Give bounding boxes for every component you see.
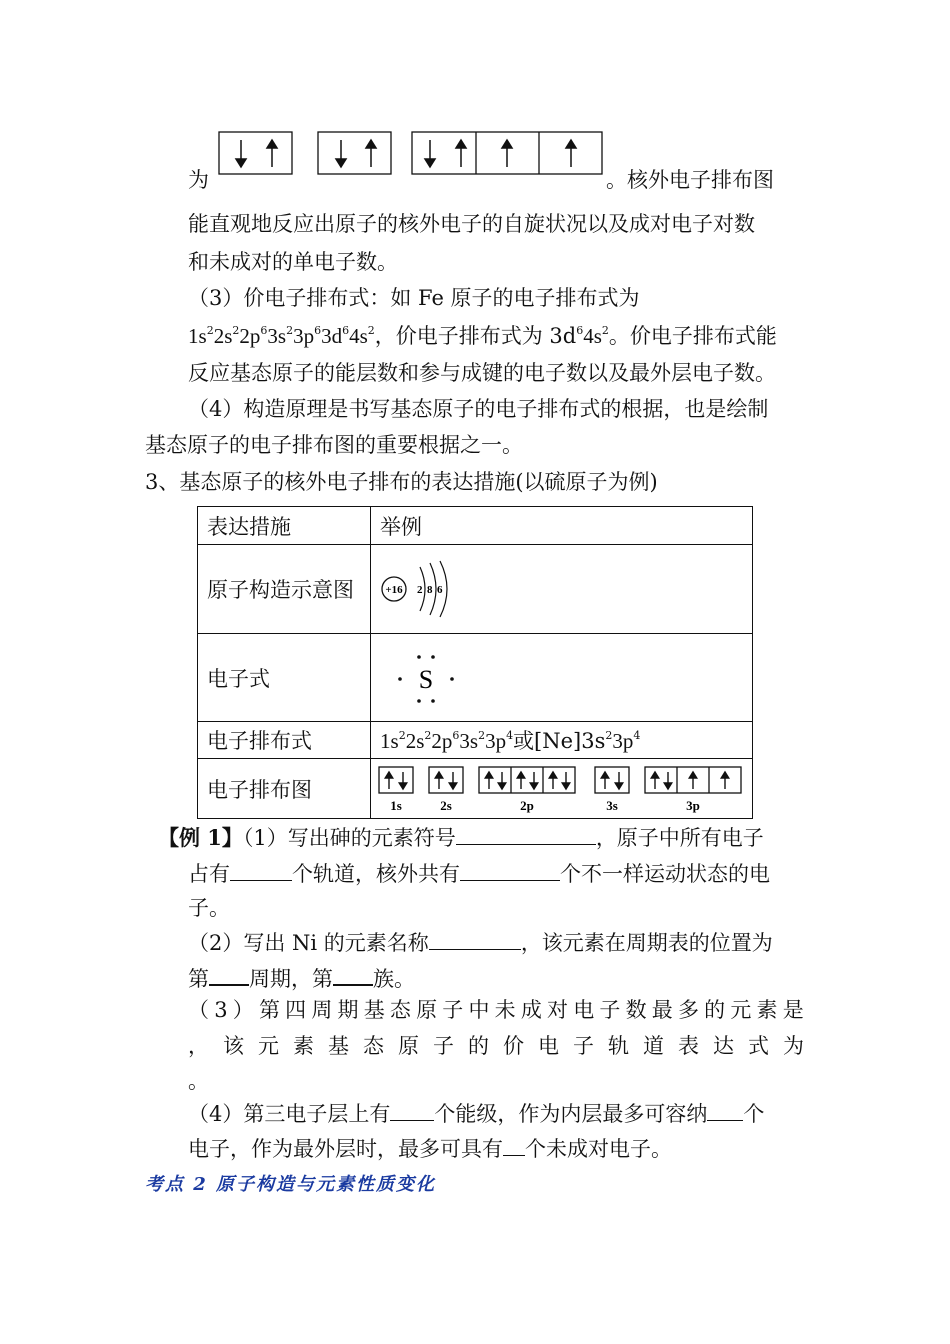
answer-blank[interactable] — [707, 1100, 743, 1121]
char: 未 — [494, 998, 516, 1022]
spin-up-arrowhead — [267, 140, 277, 148]
char: 元 — [730, 998, 752, 1022]
char: 期 — [337, 998, 359, 1022]
char: 最 — [651, 998, 673, 1022]
spin-up-arrowhead — [517, 772, 525, 778]
shell-count: 2 — [417, 584, 423, 596]
char: 达 — [713, 1034, 734, 1058]
char: 道 — [643, 1034, 664, 1058]
example-q3-end: 。 — [188, 1069, 209, 1093]
para-line: 能直观地反应出原子的核外电子的自旋状况以及成对电子对数 — [188, 212, 755, 236]
char: 成 — [520, 998, 542, 1022]
char: 子 — [599, 998, 621, 1022]
char: 元 — [258, 1034, 279, 1058]
char: 电 — [538, 1034, 559, 1058]
expression-table — [197, 506, 753, 819]
atom-structure-diagram — [380, 559, 460, 619]
char: 3 — [214, 998, 228, 1022]
table-header-example: 举例 — [371, 507, 753, 545]
spin-up-arrowhead — [549, 772, 557, 778]
after-diagram-text: 。核外电子排布图 — [606, 168, 774, 192]
example-q2-line2: 第 周期，第 族。 — [188, 964, 415, 991]
char: 态 — [389, 998, 411, 1022]
row-label-config: 电子排布式 — [198, 722, 371, 759]
spin-down-arrowhead — [530, 783, 538, 789]
spin-up-arrowhead — [456, 140, 466, 148]
p3-line1: （3）价电子排布式：如 Fe 原子的电子排布式为 — [188, 286, 640, 310]
char: 轨 — [608, 1034, 629, 1058]
answer-blank[interactable] — [456, 824, 596, 845]
answer-blank[interactable] — [390, 1100, 434, 1121]
p3-line3: 反应基态原子的能层数和参与成键的电子数以及最外层电子数。 — [188, 361, 776, 385]
char: 原 — [398, 1034, 419, 1058]
orbital-cell — [371, 759, 753, 819]
char: 对 — [547, 998, 568, 1022]
atom-structure-cell — [371, 545, 753, 634]
orbital-label: 3s — [606, 797, 618, 813]
example-q1-line3: 子。 — [188, 896, 230, 920]
lewis-cell — [371, 634, 753, 722]
char: 的 — [704, 998, 726, 1022]
char: 周 — [311, 998, 333, 1022]
answer-blank[interactable] — [460, 860, 560, 881]
spin-down-arrowhead — [615, 783, 623, 789]
example-q3-line1 — [188, 998, 804, 1022]
char: 素 — [756, 998, 778, 1022]
spin-up-arrowhead — [601, 772, 609, 778]
char: ， — [188, 1034, 209, 1058]
example-q3-line2 — [188, 1034, 804, 1058]
char: 态 — [363, 1034, 384, 1058]
spin-down-arrowhead — [449, 783, 457, 789]
orbital-diagram — [371, 763, 751, 815]
char: 第 — [258, 998, 280, 1022]
para-line: 和未成对的单电子数。 — [188, 250, 398, 274]
char: 子 — [573, 1034, 594, 1058]
spin-down-arrowhead — [664, 783, 672, 789]
spin-up-arrowhead — [689, 772, 697, 778]
section-heading: 考点 2 原子构造与元素性质变化 — [145, 1174, 437, 1195]
spin-up-arrowhead — [385, 772, 393, 778]
shell-count: 6 — [437, 584, 443, 596]
orbital-label: 2s — [440, 797, 452, 813]
char: 子 — [442, 998, 464, 1022]
char: 基 — [363, 998, 385, 1022]
char: ） — [232, 998, 254, 1022]
char: 电 — [573, 998, 595, 1022]
char: 多 — [677, 998, 699, 1022]
char: 的 — [468, 1034, 489, 1058]
char: 该 — [223, 1034, 244, 1058]
char: 子 — [433, 1034, 454, 1058]
example-q4-line1: （4）第三电子层上有 个能级，作为内层最多可容纳 个 — [188, 1102, 765, 1126]
p4-line2: 基态原子的电子排布图的重要根据之一。 — [145, 433, 523, 457]
answer-blank[interactable] — [429, 929, 521, 950]
example-q1-line1: 【例 1】（1）写出砷的元素符号 ，原子中所有电子 — [158, 825, 764, 850]
wei-text: 为 — [188, 168, 209, 192]
char: 四 — [285, 998, 307, 1022]
answer-blank[interactable] — [333, 964, 373, 986]
example-q1-line2: 占有 个轨道，核外共有 个不一样运动状态的电 — [188, 862, 770, 886]
config-cell: $1s^22s^22p^63s^23p^4$或$[Ne]3s^23p^4$ — [371, 722, 753, 759]
lewis-structure — [380, 648, 470, 708]
p3-line2: $1s^22s^22p^63s^23p^63d^64s^2$，价电子排布式为 $3d^64s^2$。价电子排布式能 — [188, 324, 777, 348]
row-label-structure: 原子构造示意图 — [198, 545, 371, 634]
spin-up-arrowhead — [502, 140, 512, 148]
spin-down-arrowhead — [236, 159, 246, 167]
char: 式 — [748, 1034, 769, 1058]
char: 素 — [293, 1034, 314, 1058]
answer-blank[interactable] — [230, 860, 292, 881]
char: 表 — [678, 1034, 699, 1058]
spin-up-arrowhead — [435, 772, 443, 778]
spin-up-arrowhead — [366, 140, 376, 148]
row-label-orbital: 电子排布图 — [198, 759, 371, 819]
shell-count: 8 — [427, 584, 433, 596]
orbital-label: 2p — [520, 797, 534, 813]
example-q4-line2: 电子，作为最外层时，最多可具有 个未成对电子。 — [188, 1137, 672, 1161]
row-label-lewis: 电子式 — [198, 634, 371, 722]
p4-line1: （4）构造原理是书写基态原子的电子排布式的根据，也是绘制 — [188, 397, 769, 421]
nucleus-charge: +16 — [385, 584, 403, 596]
answer-blank[interactable] — [503, 1135, 525, 1156]
char: 为 — [783, 1034, 804, 1058]
spin-down-arrowhead — [425, 159, 435, 167]
char: （ — [188, 998, 209, 1022]
char: 中 — [468, 998, 490, 1022]
spin-down-arrowhead — [562, 783, 570, 789]
char: 是 — [782, 998, 804, 1022]
spin-up-arrowhead — [721, 772, 729, 778]
orbital-label: 1s — [390, 797, 402, 813]
element-symbol: S — [418, 664, 434, 694]
spin-down-arrowhead — [336, 159, 346, 167]
orbital-label: 3p — [686, 797, 700, 813]
example-q2-line1: （2）写出 Ni 的元素名称 ，该元素在周期表的位置为 — [188, 931, 773, 955]
example-tag: 【例 1】 — [158, 825, 243, 850]
spin-down-arrowhead — [498, 783, 506, 789]
spin-down-arrowhead — [399, 783, 407, 789]
spin-up-arrowhead — [651, 772, 659, 778]
section-title: 3、基态原子的核外电子排布的表达措施(以硫原子为例) — [145, 470, 658, 494]
table-header-method: 表达措施 — [198, 507, 371, 545]
spin-up-arrowhead — [485, 772, 493, 778]
answer-blank[interactable] — [209, 964, 249, 986]
char: 价 — [503, 1034, 524, 1058]
char: 基 — [328, 1034, 349, 1058]
top-orbital-diagram — [0, 0, 950, 200]
char: 数 — [625, 998, 647, 1022]
spin-up-arrowhead — [566, 140, 576, 148]
char: 原 — [416, 998, 438, 1022]
